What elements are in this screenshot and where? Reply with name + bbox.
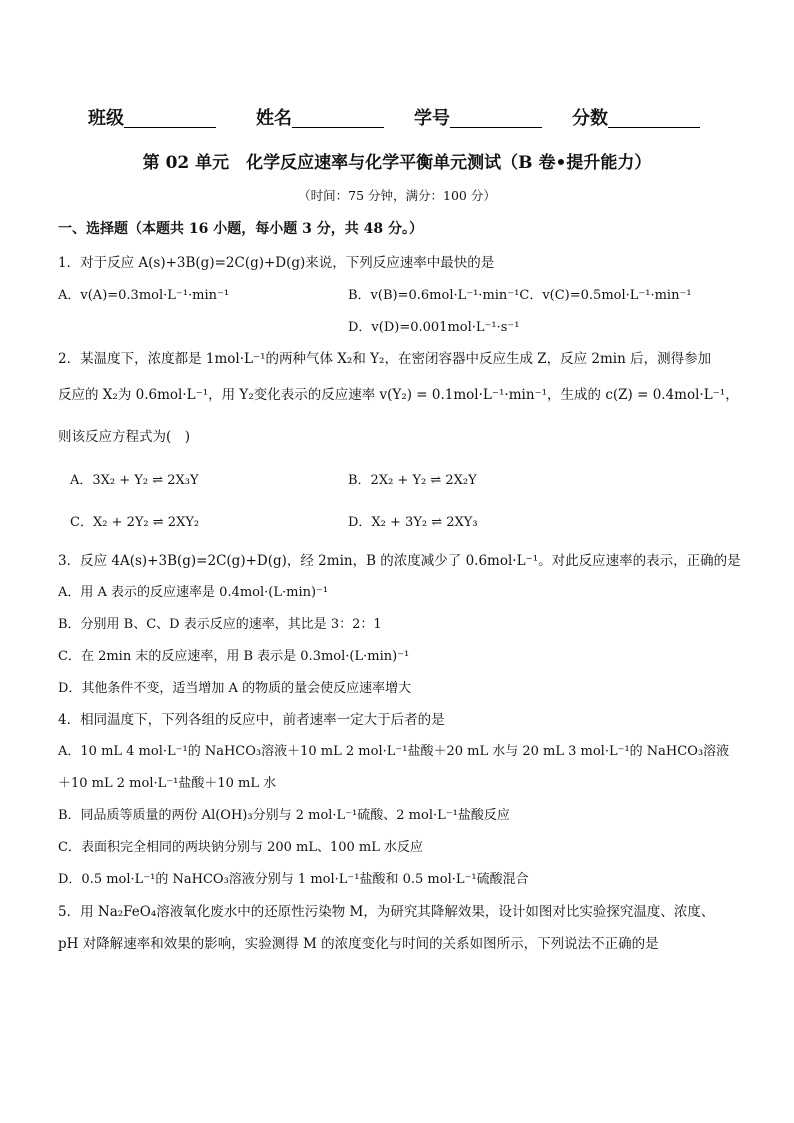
name-blank[interactable] xyxy=(292,109,384,128)
name-label: 姓名 xyxy=(256,108,292,129)
name-field[interactable] xyxy=(256,104,384,130)
q1-stem: 1．对于反应 A(s)+3B(g)=2C(g)+D(g)来说，下列反应速率中最快的是 xyxy=(58,255,495,271)
q2-line-1: 2．某温度下，浓度都是 1mol·L⁻¹的两种气体 X₂和 Y₂，在密闭容器中反应生成 Z，反应 2min 后，测得参加 xyxy=(58,351,712,367)
q3-option-b[interactable]: B．分别用 B、C、D 表示反应的速率，其比是 3：2：1 xyxy=(58,617,382,632)
q5-line-1: 5．用 Na₂FeO₄溶液氧化废水中的还原性污染物 M，为研究其降解效果，设计如图对比实验探究温度、浓度、 xyxy=(58,904,715,920)
q5-line-2: pH 对降解速率和效果的影响，实验测得 M 的浓度变化与时间的关系如图所示，下列说法不正确的是 xyxy=(58,936,659,952)
q2-option-a[interactable]: A．3X₂ + Y₂ ⇌ 2X₃Y xyxy=(70,473,199,488)
q4-option-d[interactable]: D．0.5 mol·L⁻¹的 NaHCO₃溶液分别与 1 mol·L⁻¹盐酸和 0.5 mol·L⁻¹硫酸混合 xyxy=(58,872,529,887)
q2-option-c[interactable]: C．X₂ + 2Y₂ ⇌ 2XY₂ xyxy=(70,515,200,530)
id-field[interactable] xyxy=(414,104,542,130)
q4-stem: 4．相同温度下，下列各组的反应中，前者速率一定大于后者的是 xyxy=(58,712,445,728)
class-label: 班级 xyxy=(88,108,124,129)
q2-line-2: 反应的 X₂为 0.6mol·L⁻¹，用 Y₂变化表示的反应速率 v(Y₂) = 0.1mol·L⁻¹·min⁻¹，生成的 c(Z) = 0.4mol·L⁻¹， xyxy=(58,387,739,403)
q4-option-c[interactable]: C．表面积完全相同的两块钠分别与 200 mL、100 mL 水反应 xyxy=(58,840,424,855)
q2-line-3: 则该反应方程式为( ) xyxy=(58,429,191,445)
section-heading: 一、选择题（本题共 16 小题，每小题 3 分，共 48 分。） xyxy=(58,221,423,237)
score-blank[interactable] xyxy=(608,109,700,128)
page-subtitle: （时间：75 分钟，满分：100 分） xyxy=(298,188,496,203)
id-blank[interactable] xyxy=(450,109,542,128)
q3-option-a[interactable]: A．用 A 表示的反应速率是 0.4mol·(L·min)⁻¹ xyxy=(58,585,329,600)
q2-option-b[interactable]: B．2X₂ + Y₂ ⇌ 2X₂Y xyxy=(348,473,477,488)
score-label: 分数 xyxy=(572,108,608,129)
class-field[interactable] xyxy=(88,104,216,130)
header-fields xyxy=(88,104,708,132)
score-field[interactable] xyxy=(572,104,700,130)
id-label: 学号 xyxy=(414,108,450,129)
q4-option-b[interactable]: B．同品质等质量的两份 Al(OH)₃分别与 2 mol·L⁻¹硫酸、2 mol·L⁻¹盐酸反应 xyxy=(58,808,510,823)
class-blank[interactable] xyxy=(124,109,216,128)
q1-option-d[interactable]: D．v(D)=0.001mol·L⁻¹·s⁻¹ xyxy=(348,320,520,335)
q4-option-a-line-1[interactable]: A．10 mL 4 mol·L⁻¹的 NaHCO₃溶液＋10 mL 2 mol·L⁻¹盐酸＋20 mL 水与 20 mL 3 mol·L⁻¹的 NaHCO₃溶液 xyxy=(58,744,730,759)
q3-option-c[interactable]: C．在 2min 末的反应速率，用 B 表示是 0.3mol·(L·min)⁻¹ xyxy=(58,649,410,664)
q1-option-a[interactable]: A．v(A)=0.3mol·L⁻¹·min⁻¹ xyxy=(58,288,230,303)
q3-stem: 3．反应 4A(s)+3B(g)=2C(g)+D(g)，经 2min，B 的浓度减少了 0.6mol·L⁻¹。对此反应速率的表示，正确的是 xyxy=(58,553,741,569)
q4-option-a-line-2[interactable]: ＋10 mL 2 mol·L⁻¹盐酸＋10 mL 水 xyxy=(58,776,277,791)
q1-option-b-c[interactable]: B．v(B)=0.6mol·L⁻¹·min⁻¹C．v(C)=0.5mol·L⁻¹·min⁻¹ xyxy=(348,288,692,303)
q2-option-d[interactable]: D．X₂ + 3Y₂ ⇌ 2XY₃ xyxy=(348,515,478,530)
page-title: 第 02 单元 化学反应速率与化学平衡单元测试（B 卷•提升能力） xyxy=(142,153,652,173)
q3-option-d[interactable]: D．其他条件不变，适当增加 A 的物质的量会使反应速率增大 xyxy=(58,681,412,696)
